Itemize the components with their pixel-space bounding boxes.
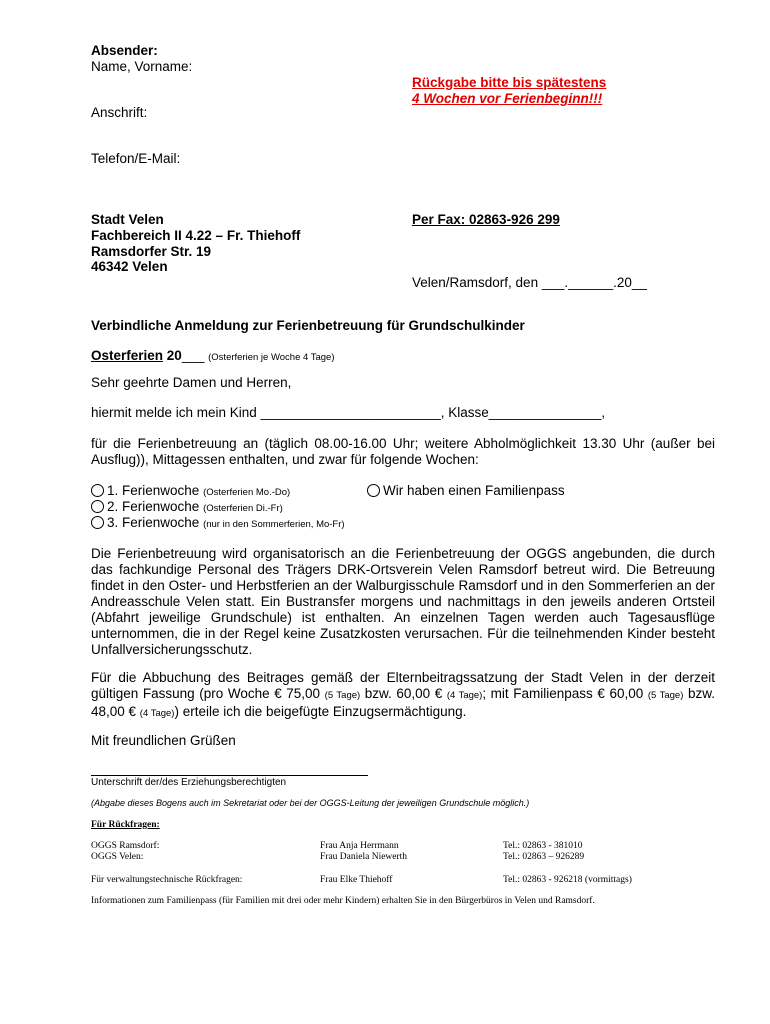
fee-note-4: (4 Tage) [139, 708, 175, 719]
recipient-line3: Ramsdorfer Str. 19 [91, 244, 212, 259]
contact-row-2-place: OGGS Velen: [91, 852, 144, 862]
salutation: Sehr geehrte Damen und Herren, [91, 375, 292, 390]
period-note: (Osterferien je Woche 4 Tage) [208, 352, 335, 363]
family-pass-label: Wir haben einen Familienpass [383, 483, 565, 498]
return-notice-line2: 4 Wochen vor Ferienbeginn!!! [412, 91, 603, 106]
week-2-note: (Osterferien Di.-Fr) [203, 503, 283, 514]
week-1-note: (Osterferien Mo.-Do) [203, 487, 291, 498]
sender-heading: Absender: [91, 43, 158, 58]
contact-row-2-phone: Tel.: 02863 – 926289 [503, 852, 585, 862]
signature-line [91, 775, 368, 776]
radio-family-pass[interactable] [367, 484, 380, 497]
date-line: Velen/Ramsdorf, den ___.______.20__ [412, 275, 647, 290]
fax-number: Per Fax: 02863-926 299 [412, 212, 560, 227]
contact-row-2-person: Frau Daniela Niewerth [320, 852, 408, 862]
fee-text-2: bzw. 60,00 € [360, 686, 447, 701]
body-paragraph: Die Ferienbetreuung wird organisatorisch an die Ferienbetreuung der OGGS angebunden, die durch das fachkundige Personal des Trägers DRK-Ortsverein Velen Ramsdorf betreut wird. Die Betreuung findet in den Oster- und Herbstferien an der Walburgisschule Ramsdorf und in den Sommerferien an der Andreasschule Velen statt. Ein Bustransfer morgens und nachmittags in den jeweils anderen Ortsteil (Abfahrt jeweilige Grundschule) ist enthalten. An einzelnen Tagen werden auch Tagesausflüge unternommen, die in der Regel keine Zusatzkosten verursachen. Für die teilnehmenden Kinder besteht Unfallversicherungsschutz. [91, 546, 715, 657]
period-year-blank: ___ [181, 348, 205, 363]
child-registration-line: hiermit melde ich mein Kind ________________________, Klasse_______________, [91, 405, 606, 420]
recipient-line1: Stadt Velen [91, 212, 164, 227]
contact-row-1-person: Frau Anja Herrmann [320, 841, 399, 851]
week-option-3[interactable] [91, 515, 345, 533]
radio-week-3[interactable] [91, 516, 104, 529]
radio-week-1[interactable] [91, 484, 104, 497]
recipient-line4: 46342 Velen [91, 259, 168, 274]
closing: Mit freundlichen Grüßen [91, 733, 236, 748]
period-year: 20 [166, 348, 182, 363]
family-pass-option[interactable] [367, 483, 565, 499]
week-1-label: 1. Ferienwoche [107, 483, 200, 498]
address-label: Anschrift: [91, 105, 148, 120]
fee-note-1: (5 Tage) [324, 690, 361, 701]
submission-note: (Abgabe dieses Bogens auch im Sekretariat oder bei der OGGS-Leitung der jeweiligen Grundschule möglich.) [91, 798, 530, 808]
fee-paragraph [91, 670, 715, 722]
return-notice-line1: Rückgabe bitte bis spätestens [412, 75, 607, 90]
contacts-heading: Für Rückfragen: [91, 820, 160, 830]
contact-row-1-phone: Tel.: 02863 - 381010 [503, 841, 583, 851]
name-label: Name, Vorname: [91, 59, 193, 74]
week-3-label: 3. Ferienwoche [107, 515, 200, 530]
week-2-label: 2. Ferienwoche [107, 499, 200, 514]
fee-text-4: bzw. 48,00 € [91, 686, 715, 719]
contact-row-1-place: OGGS Ramsdorf: [91, 841, 160, 851]
period-title: Osterferien [91, 348, 164, 363]
fee-note-3: (5 Tage) [647, 690, 684, 701]
phone-label: Telefon/E-Mail: [91, 151, 181, 166]
week-3-note: (nur in den Sommerferien, Mo-Fr) [203, 519, 345, 530]
contact-row-3-place: Für verwaltungstechnische Rückfragen: [91, 875, 243, 885]
recipient-line2: Fachbereich II 4.22 – Fr. Thiehoff [91, 228, 301, 243]
fee-text-1: Für die Abbuchung des Beitrages gemäß der Elternbeitragssatzung der Stadt Velen in der derzeit gültigen Fassung (pro Woche € 75,00 [91, 670, 715, 701]
contact-row-3-phone: Tel.: 02863 - 926218 (vormittags) [503, 875, 632, 885]
fee-text-5: ) erteile ich die beigefügte Einzugsermächtigung. [174, 704, 467, 719]
radio-week-2[interactable] [91, 500, 104, 513]
period-line [91, 348, 335, 366]
signature-label: Unterschrift der/des Erziehungsberechtigten [91, 777, 287, 788]
family-pass-info: Informationen zum Familienpass (für Familien mit drei oder mehr Kindern) erhalten Sie in den Bürgerbüros in Velen und Ramsdorf. [91, 896, 595, 906]
fee-note-2: (4 Tage) [446, 690, 483, 701]
intro-text: für die Ferienbetreuung an (täglich 08.00-16.00 Uhr; weitere Abholmöglichkeit 13.30 Uhr (außer bei Ausflug)), Mittagessen enthalten, und zwar für folgende Wochen: [91, 436, 715, 467]
subject-heading: Verbindliche Anmeldung zur Ferienbetreuung für Grundschulkinder [91, 318, 525, 333]
fee-text-3: ; mit Familienpass € 60,00 [482, 686, 648, 701]
contact-row-3-person: Frau Elke Thiehoff [320, 875, 393, 885]
